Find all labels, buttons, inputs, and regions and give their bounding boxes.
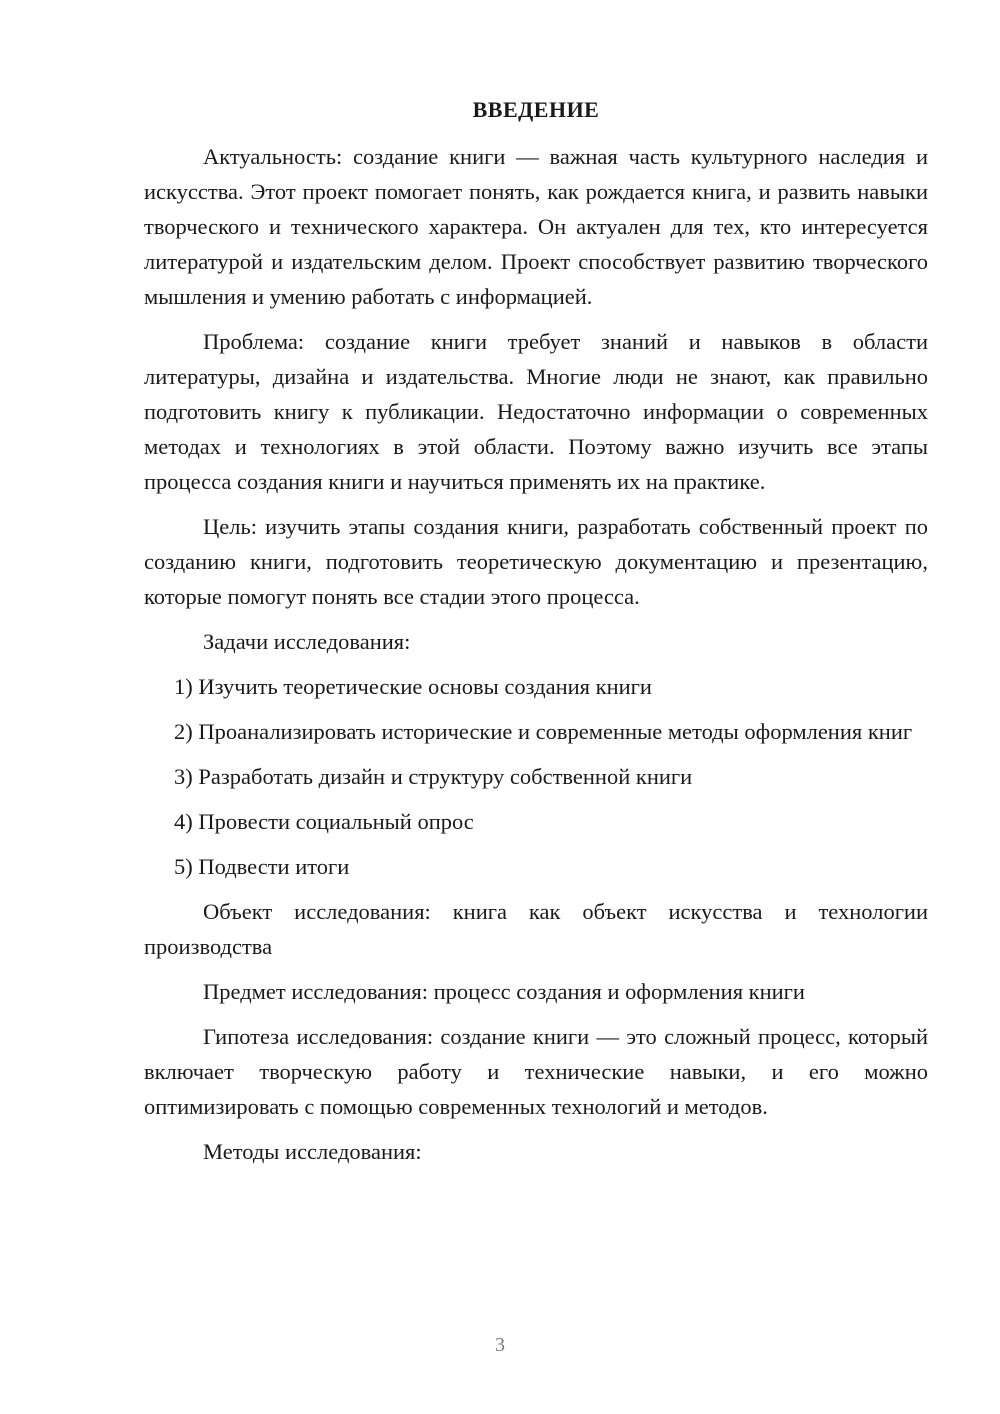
task-item: 1) Изучить теоретические основы создания книги bbox=[174, 674, 652, 699]
document-body bbox=[144, 92, 928, 1179]
methods-heading: Методы исследования: bbox=[203, 1139, 422, 1164]
relevance-paragraph: Актуальность: создание книги — важная часть культурного наследия и искусства. Этот проект помогает понять, как рождается книга, и развить навыки творческого и технического характера. Он актуален для тех, кто интересуется литературой и издательским делом. Проект способствует развитию творческого мышления и умению работать с информацией. bbox=[144, 144, 928, 309]
goal-paragraph: Цель: изучить этапы создания книги, разработать собственный проект по созданию книги, подготовить теоретическую документацию и презентацию, которые помогут понять все стадии этого процесса. bbox=[144, 514, 928, 609]
subject-paragraph: Предмет исследования: процесс создания и оформления книги bbox=[203, 979, 805, 1004]
problem-paragraph: Проблема: создание книги требует знаний и навыков в области литературы, дизайна и издательства. Многие люди не знают, как правильно подготовить книгу к публикации. Недостаточно информации о современных методах и технологиях в этой области. Поэтому важно изучить все этапы процесса создания книги и научиться применять их на практике. bbox=[144, 329, 928, 494]
tasks-heading: Задачи исследования: bbox=[203, 629, 411, 654]
task-item: 5) Подвести итоги bbox=[174, 854, 350, 879]
page-number: 3 bbox=[495, 1334, 505, 1356]
section-title: ВВЕДЕНИЕ bbox=[472, 97, 600, 122]
hypothesis-paragraph: Гипотеза исследования: создание книги — это сложный процесс, который включает творческую работу и технические навыки, и его можно оптимизировать с помощью современных технологий и методов. bbox=[144, 1024, 928, 1119]
task-item: 4) Провести социальный опрос bbox=[174, 809, 474, 834]
object-paragraph: Объект исследования: книга как объект искусства и технологии производства bbox=[144, 899, 928, 959]
task-item: 3) Разработать дизайн и структуру собственной книги bbox=[174, 764, 693, 789]
task-item: 2) Проанализировать исторические и современные методы оформления книг bbox=[174, 719, 913, 744]
